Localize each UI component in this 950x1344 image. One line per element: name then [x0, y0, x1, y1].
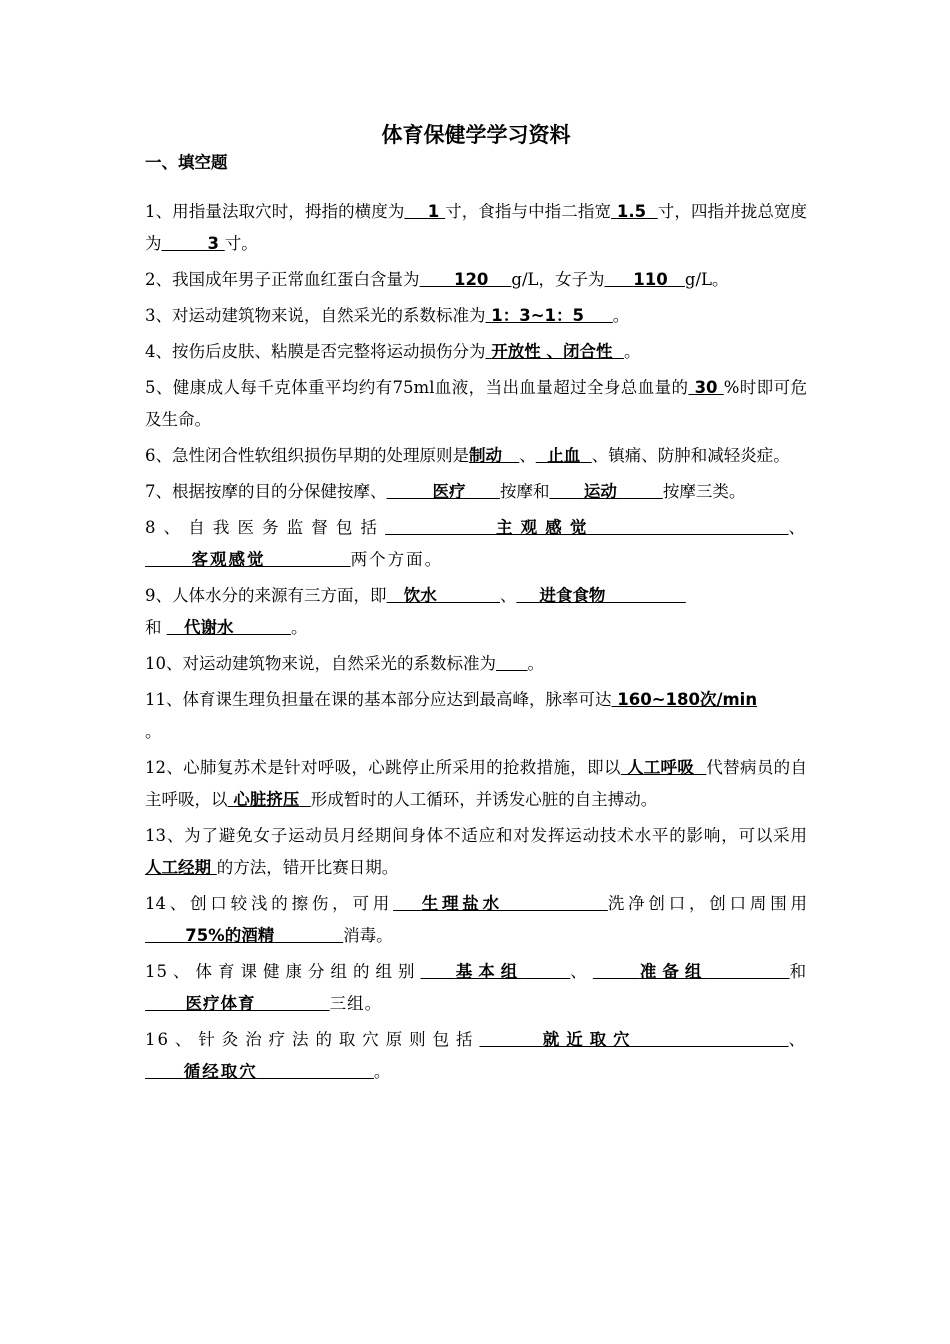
question-9: 9、人体水分的来源有三方面，即 饮水 、 进食食物 和 代谢水 。: [145, 586, 606, 637]
answer-2a: 120: [453, 270, 489, 289]
question-8: 8、自我医务监督包括 主观感觉 、 客观感觉 两个方面。: [145, 518, 808, 569]
answer-1a: 1: [427, 202, 440, 221]
document-page: [145, 118, 807, 1092]
question-15: 15、体育课健康分组的组别 基本组 、 准备组 和 医疗体育 三组。: [145, 962, 808, 1013]
answer-4: 开放性 、闭合性: [491, 342, 613, 361]
answer-10-blank: [496, 654, 527, 673]
answer-14b: 75%的酒精: [185, 926, 275, 945]
answer-5: 30: [694, 378, 718, 397]
section-heading: 一、填空题: [145, 153, 228, 172]
question-3: 3、对运动建筑物来说，自然采光的系数标准为 1：3~1：5 。: [145, 306, 630, 325]
answer-7a: 医疗: [432, 482, 466, 501]
answer-9a: 饮水: [403, 586, 437, 605]
answer-9c: 代谢水: [183, 618, 234, 637]
answer-12a: 人工呼吸: [626, 758, 695, 777]
question-11: 11、体育课生理负担量在课的基本部分应达到最高峰，脉率可达 160~180次/min 。: [145, 690, 758, 741]
question-14: 14、创口较浅的擦伤，可用 生理盐水 洗净创口，创口周围用 75%的酒精 消毒。: [145, 894, 807, 945]
answer-1c: 3: [207, 234, 219, 253]
question-16: 16、针灸治疗法的取穴原则包括 就近取穴 、 循经取穴 。: [145, 1030, 808, 1081]
answer-2b: 110: [633, 270, 668, 289]
answer-15b: 准备组: [639, 962, 708, 981]
answer-9b: 进食食物: [539, 586, 606, 605]
answer-11: 160~180次/min: [617, 690, 758, 709]
answer-3: 1：3~1：5: [491, 306, 584, 325]
answer-7b: 运动: [583, 482, 617, 501]
question-1: 1、用指量法取穴时，拇指的横度为 1 寸，食指与中指二指宽 1.5 寸，四指并拢总宽度为 3 寸。: [145, 202, 808, 253]
answer-6b: 止血: [547, 446, 581, 465]
answer-8b: 客观感觉: [191, 550, 266, 569]
answer-13: 人工经期: [145, 858, 211, 877]
question-7: 7、根据按摩的目的分保健按摩、 医疗 按摩和 运动 按摩三类。: [145, 482, 746, 501]
answer-16a: 就近取穴: [542, 1030, 637, 1049]
question-4: 4、按伤后皮肤、粘膜是否完整将运动损伤分为 开放性 、闭合性 。: [145, 342, 641, 361]
answer-6a: 制动: [469, 446, 502, 465]
answer-12b: 心脏挤压: [233, 790, 300, 809]
question-10: 10、对运动建筑物来说，自然采光的系数标准为 。: [145, 654, 544, 673]
question-12: 12、心肺复苏术是针对呼吸，心跳停止所采用的抢救措施，即以 人工呼吸 代替病员的自主呼吸，以 心脏挤压 形成暂时的人工循环，并诱发心脏的自主搏动。: [145, 758, 808, 809]
question-13: 13、为了避免女子运动员月经期间身体不适应和对发挥运动技术水平的影响，可以采用人工经期 的方法，错开比赛日期。: [145, 826, 807, 877]
question-6: 6、急性闭合性软组织损伤早期的处理原则是制动 、 止血 、镇痛、防肿和减轻炎症。: [145, 446, 790, 465]
page-title: 体育保健学学习资料: [381, 123, 571, 147]
question-2: 2、我国成年男子正常血红蛋白含量为 120 g/L，女子为 110 g/L。: [145, 270, 729, 289]
answer-8a: 主观感觉: [496, 518, 595, 537]
answer-14a: 生理盐水: [421, 894, 503, 913]
answer-15c: 医疗体育: [185, 994, 256, 1013]
question-5: 5、健康成人每千克体重平均约有75ml血液，当出血量超过全身总血量的 30 %时即可危及生命。: [145, 378, 807, 429]
answer-16b: 循经取穴: [183, 1062, 258, 1081]
answer-1b: 1.5: [616, 202, 647, 221]
answer-15a: 基本组: [455, 962, 524, 981]
